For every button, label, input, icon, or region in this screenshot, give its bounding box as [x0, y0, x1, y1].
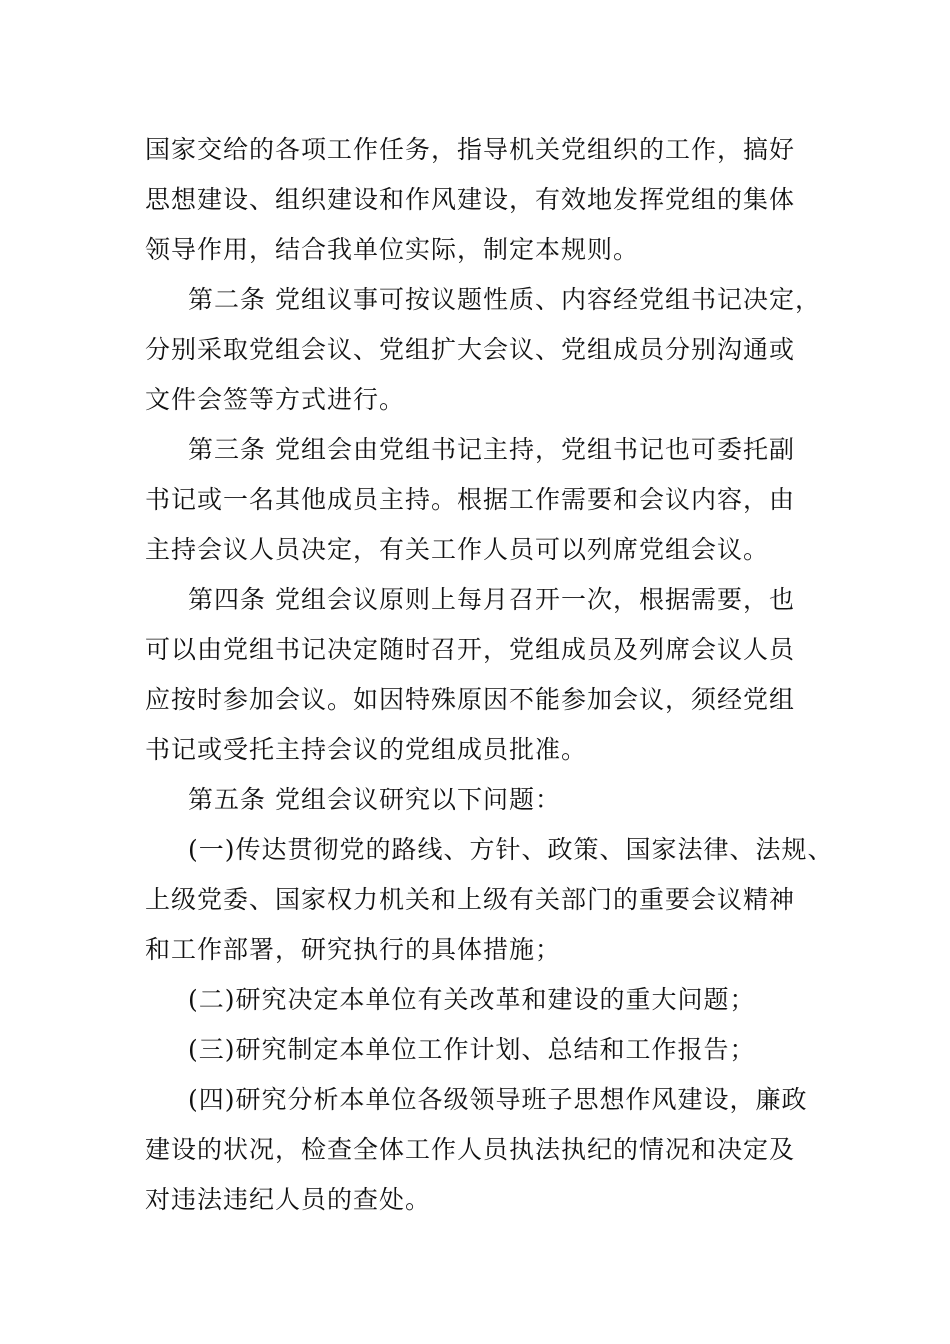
list-item-4-line: (四)研究分析本单位各级领导班子思想作风建设，廉政	[188, 1085, 808, 1114]
article-5-heading-line: 第五条 党组会议研究以下问题：	[188, 785, 561, 814]
article-3-heading-line: 第三条 党组会由党组书记主持，党组书记也可委托副	[188, 435, 795, 464]
list-item-1-line: (一)传达贯彻党的路线、方针、政策、国家法律、法规、	[188, 835, 834, 864]
text-line: 书记或受托主持会议的党组成员批准。	[145, 735, 588, 764]
text-line: 分别采取党组会议、党组扩大会议、党组成员分别沟通或	[145, 335, 796, 364]
text-line: 主持会议人员决定，有关工作人员可以列席党组会议。	[145, 535, 770, 564]
text-line: 应按时参加会议。如因特殊原因不能参加会议，须经党组	[145, 685, 796, 714]
text-line: 思想建设、组织建设和作风建设，有效地发挥党组的集体	[145, 185, 796, 214]
text-line: 国家交给的各项工作任务，指导机关党组织的工作，搞好	[145, 135, 796, 164]
text-line: 对违法违纪人员的查处。	[145, 1185, 432, 1214]
text-line: 上级党委、国家权力机关和上级有关部门的重要会议精神	[145, 885, 796, 914]
list-item-2-line: (二)研究决定本单位有关改革和建设的重大问题；	[188, 985, 756, 1014]
text-line: 书记或一名其他成员主持。根据工作需要和会议内容，由	[145, 485, 796, 514]
text-line: 文件会签等方式进行。	[145, 385, 406, 414]
article-4-heading-line: 第四条 党组会议原则上每月召开一次，根据需要，也	[188, 585, 795, 614]
list-item-3-line: (三)研究制定本单位工作计划、总结和工作报告；	[188, 1035, 756, 1064]
text-line: 领导作用，结合我单位实际，制定本规则。	[145, 235, 640, 264]
text-line: 和工作部署，研究执行的具体措施；	[145, 935, 562, 964]
text-line: 建设的状况，检查全体工作人员执法执纪的情况和决定及	[145, 1135, 796, 1164]
text-line: 可以由党组书记决定随时召开，党组成员及列席会议人员	[145, 635, 796, 664]
article-2-heading-line: 第二条 党组议事可按议题性质、内容经党组书记决定，	[188, 285, 821, 314]
